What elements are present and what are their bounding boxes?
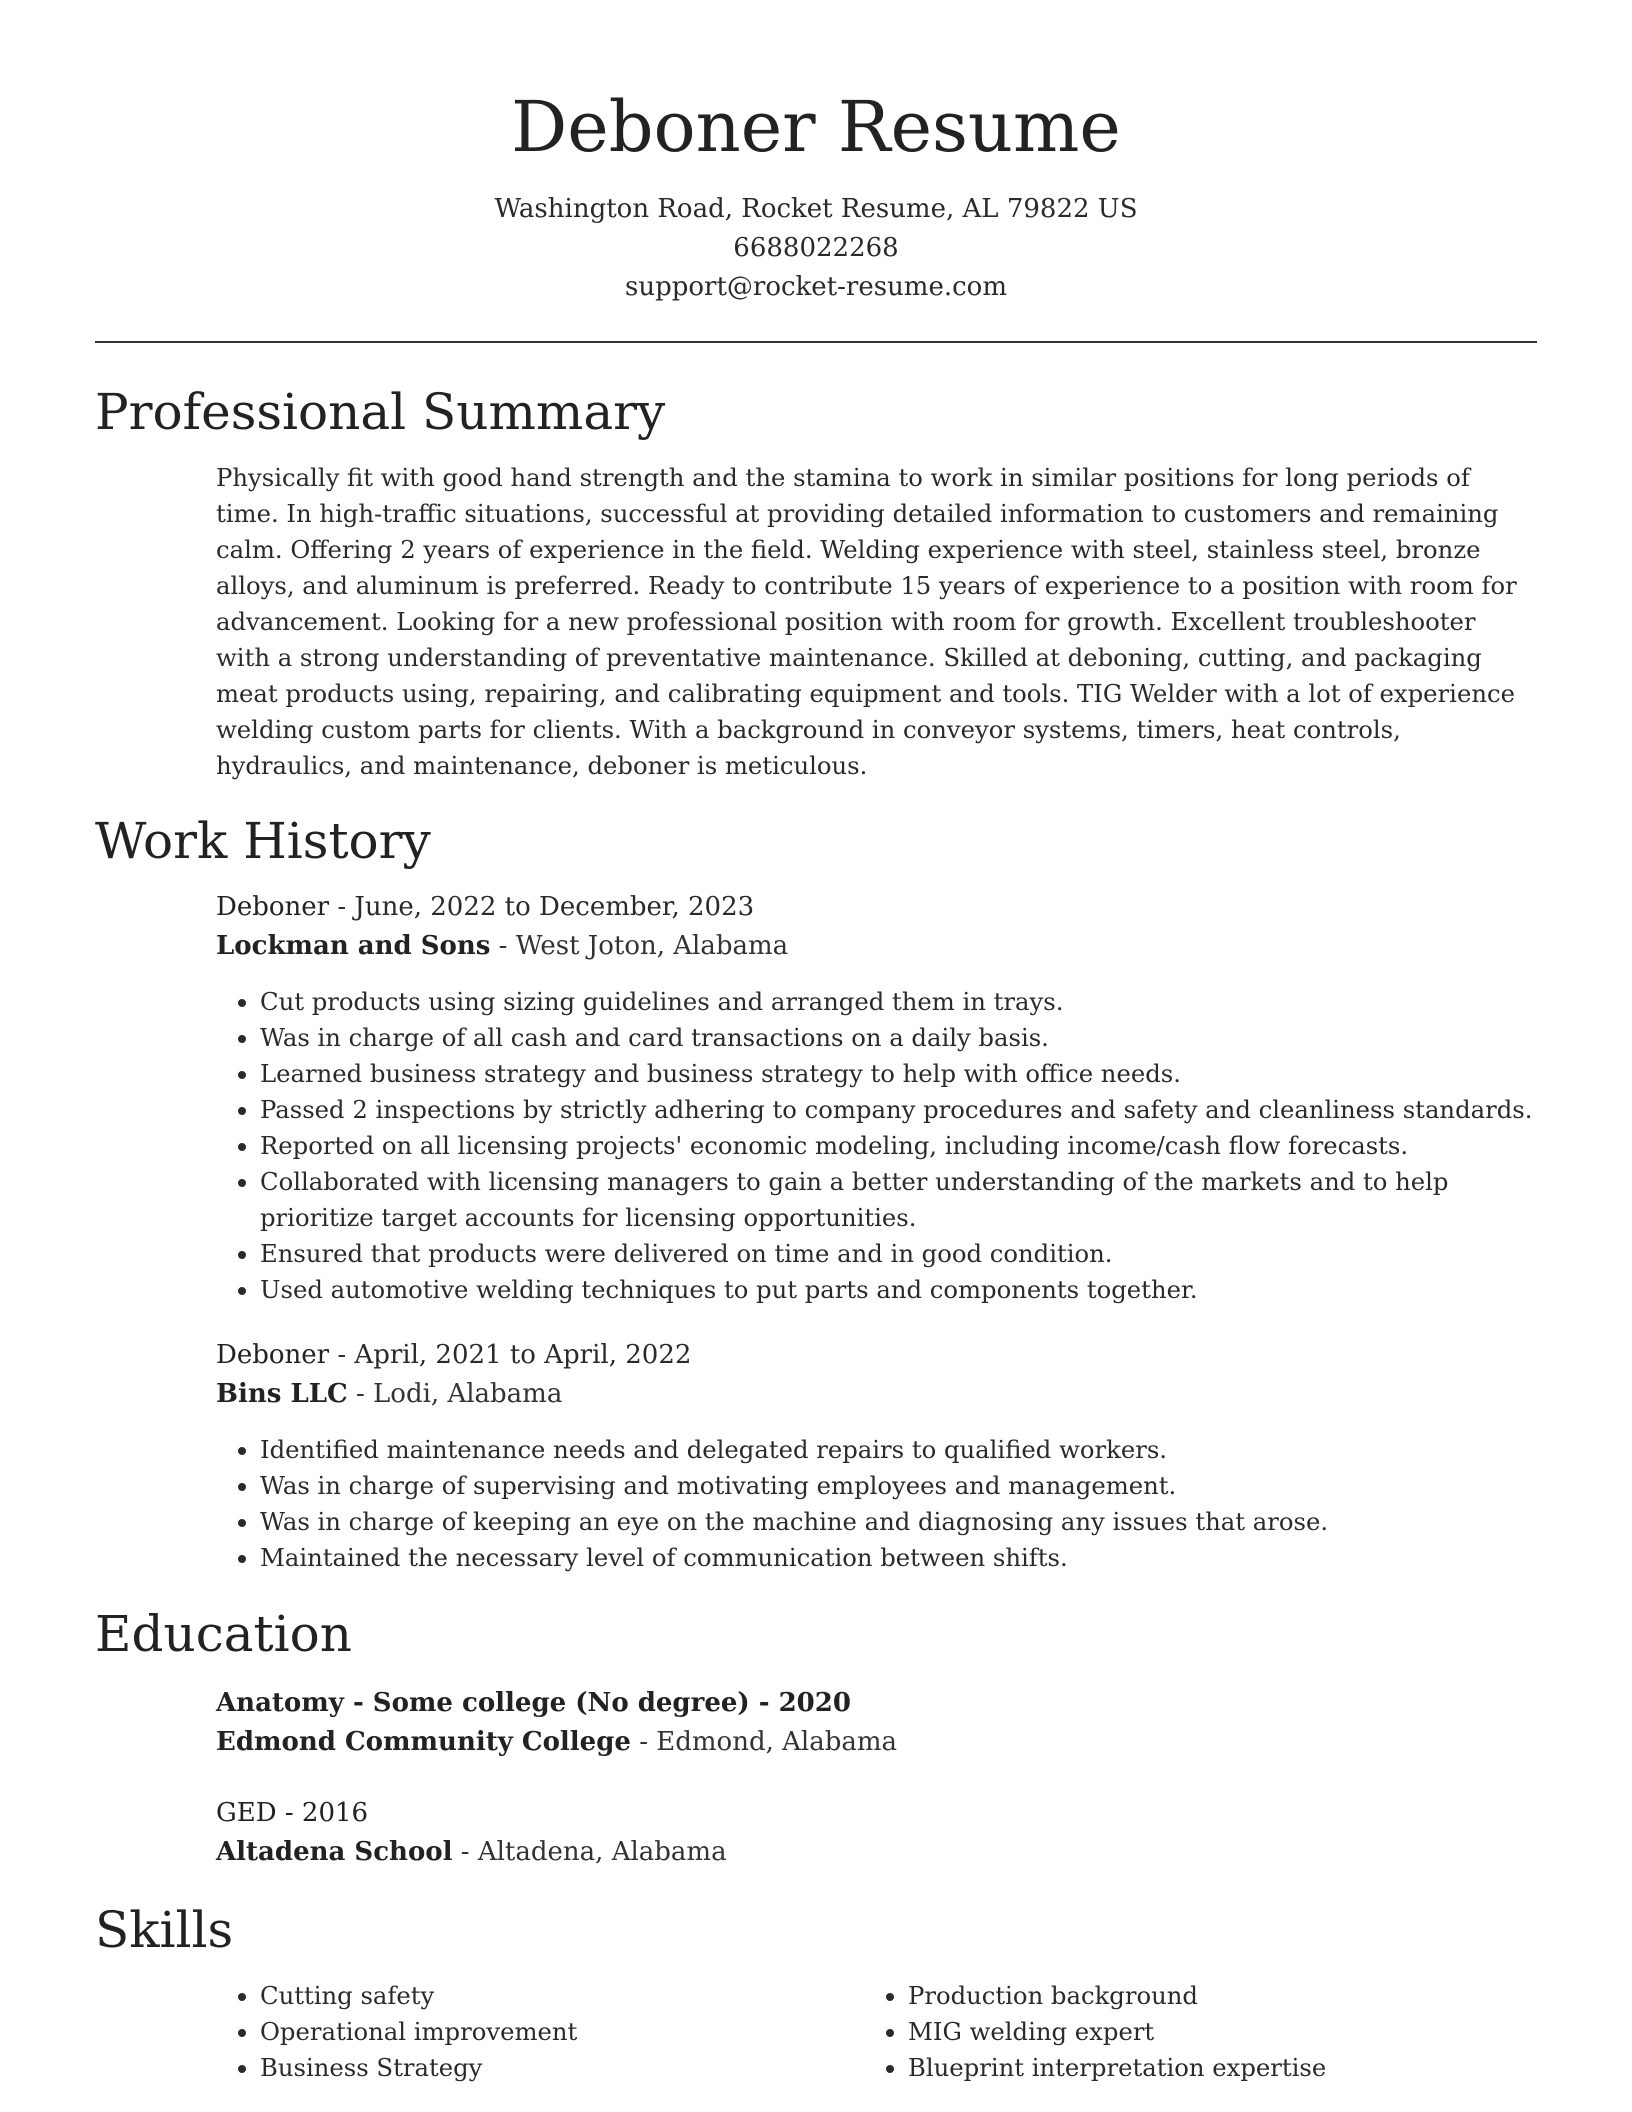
job-title: Deboner [216,1340,330,1370]
contact-email: support@rocket-resume.com [624,272,1007,302]
contact-info [0,190,1632,307]
list-item: • Was in charge of keeping an eye on the machine and diagnosing any issues that arose. [260,1504,1536,1540]
education-school: Altadena School [216,1837,453,1867]
list-item: • Blueprint interpretation expertise [908,2050,1504,2086]
list-item: • Reported on all licensing projects' economic modeling, including income/cash flow forecasts. [260,1128,1536,1164]
work-history-heading: Work History [95,812,431,870]
list-item: • Ensured that products were delivered on time and in good condition. [260,1236,1536,1272]
list-item: • Business Strategy [260,2050,856,2086]
job-company-line: Bins LLC - Lodi, Alabama [216,1379,563,1409]
resume-header [0,82,1632,307]
list-item: • Production background [908,1978,1504,2014]
skills-section [216,1978,1536,2098]
list-item: • Used automotive welding techniques to put parts and components together. [260,1272,1536,1308]
job-entry [216,888,1536,1308]
job-company-line: Lockman and Sons - West Joton, Alabama [216,931,789,961]
education-degree: Anatomy - Some college (No degree) - 2020 [216,1688,851,1718]
job-dates: April, 2021 to April, 2022 [354,1340,692,1370]
list-item: • Learned business strategy and business strategy to help with office needs. [260,1056,1536,1092]
job-company: Lockman and Sons [216,931,491,961]
list-item: • Passed 2 inspections by strictly adhering to company procedures and safety and cleanliness standards. [260,1092,1536,1128]
education-location: Altadena, Alabama [477,1837,727,1867]
job-company: Bins LLC [216,1379,348,1409]
skills-column-right [864,1978,1504,2086]
list-item: • Operational improvement [260,2014,856,2050]
contact-address: Washington Road, Rocket Resume, AL 79822 US [494,194,1138,224]
job-duties-list [216,1432,1536,1576]
job-title: Deboner [216,892,330,922]
list-item: • Cut products using sizing guidelines and arranged them in trays. [260,984,1536,1020]
job-location: Lodi, Alabama [373,1379,563,1409]
education-entry [216,1794,1536,1872]
skills-heading: Skills [95,1901,234,1959]
contact-phone: 6688022268 [733,233,899,263]
list-item: • Identified maintenance needs and delegated repairs to qualified workers. [260,1432,1536,1468]
list-item: • Was in charge of all cash and card transactions on a daily basis. [260,1020,1536,1056]
skills-list [216,1978,856,2086]
education-degree: GED - 2016 [216,1798,369,1828]
summary-heading: Professional Summary [95,383,666,441]
job-title-line: Deboner - June, 2022 to December, 2023 [216,892,755,922]
job-dates: June, 2022 to December, 2023 [354,892,755,922]
job-entry [216,1336,1536,1576]
education-school: Edmond Community College [216,1727,631,1757]
education-school-line: Edmond Community College - Edmond, Alabama [216,1727,898,1757]
skills-column-left [216,1978,856,2086]
header-divider [95,341,1537,343]
list-item: • Collaborated with licensing managers to gain a better understanding of the markets and to help prioritize target accounts for licensing opportunities. [260,1164,1536,1236]
list-item: • Was in charge of supervising and motivating employees and management. [260,1468,1536,1504]
skills-list [864,1978,1504,2086]
education-location: Edmond, Alabama [656,1727,898,1757]
education-heading: Education [95,1605,352,1663]
education-entry [216,1684,1536,1762]
summary-text: Physically fit with good hand strength and the stamina to work in similar positions for long periods of time. In high-traffic situations, successful at providing detailed information to customers and remaining calm. Offering 2 years of experience in the field. Welding experience with steel, stainless steel, bronze alloys, and aluminum is preferred. Ready to contribute 15 years of experience to a position with room for advancement. Looking for a new professional position with room for growth. Excellent troubleshooter with a strong understanding of preventative maintenance. Skilled at deboning, cutting, and packaging meat products using, repairing, and calibrating equipment and tools. TIG Welder with a lot of experience welding custom parts for clients. With a background in conveyor systems, timers, heat controls, hydraulics, and maintenance, deboner is meticulous. [216,463,1517,780]
job-title-line: Deboner - April, 2021 to April, 2022 [216,1340,692,1370]
education-school-line: Altadena School - Altadena, Alabama [216,1837,727,1867]
list-item: • MIG welding expert [908,2014,1504,2050]
list-item: • Maintained the necessary level of communication between shifts. [260,1540,1536,1576]
summary-section [216,460,1536,784]
resume-name: Deboner Resume [511,86,1121,168]
job-duties-list [216,984,1536,1308]
list-item: • Cutting safety [260,1978,856,2014]
job-location: West Joton, Alabama [515,931,789,961]
